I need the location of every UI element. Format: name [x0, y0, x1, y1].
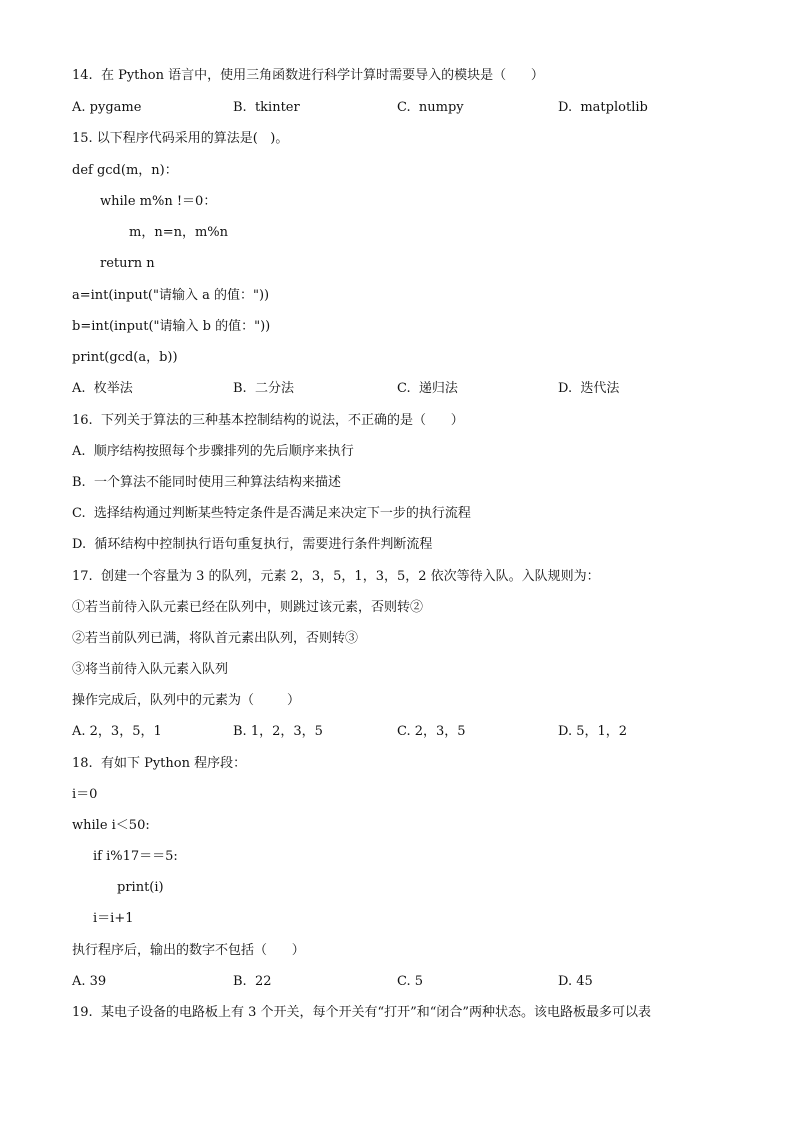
q17-rule-2: ②若当前队列已满，将队首元素出队列，否则转③	[72, 631, 359, 646]
q14-stem: 14. 在 Python 语言中，使用三角函数进行科学计算时需要导入的模块是（ ）	[72, 68, 544, 83]
q18-stem: 18. 有如下 Python 程序段：	[72, 756, 247, 771]
q15-code-line-3: m，n=n，m%n	[129, 225, 229, 240]
q15-code-line-4: return n	[100, 256, 155, 271]
q14-option-a: A. pygame	[72, 100, 142, 115]
q17-option-a: A. 2，3，5，1	[72, 724, 162, 739]
q14-option-d: D. matplotlib	[558, 100, 648, 115]
q15-code-line-6: b=int(input("请输入 b 的值："))	[72, 319, 271, 334]
q15-option-b: B. 二分法	[233, 381, 294, 396]
q17-stem: 17. 创建一个容量为 3 的队列，元素 2，3，5，1，3，5，2 依次等待入队。入队规则为：	[72, 569, 600, 584]
q17-question: 操作完成后，队列中的元素为（ ）	[72, 693, 301, 708]
q15-code-line-2: while m%n !＝0：	[100, 194, 217, 209]
q17-rule-3: ③将当前待入队元素入队列	[72, 662, 229, 677]
q16-option-a: A. 顺序结构按照每个步骤排列的先后顺序来执行	[72, 444, 354, 459]
q14-option-c: C. numpy	[397, 100, 464, 115]
q14-option-b: B. tkinter	[233, 100, 300, 115]
q18-question: 执行程序后，输出的数字不包括（ ）	[72, 943, 305, 958]
q17-option-d: D. 5，1，2	[558, 724, 628, 739]
q16-option-c: C. 选择结构通过判断某些特定条件是否满足来决定下一步的执行流程	[72, 506, 471, 521]
q17-rule-1: ①若当前待入队元素已经在队列中，则跳过该元素，否则转②	[72, 600, 424, 615]
q18-code-line-3: if i%17＝＝5:	[93, 849, 178, 864]
q18-code-line-2: while i＜50:	[72, 818, 150, 833]
q16-option-b: B. 一个算法不能同时使用三种算法结构来描述	[72, 475, 341, 490]
q19-stem: 19. 某电子设备的电路板上有 3 个开关，每个开关有“打开”和“闭合”两种状态。该电路板最多可以表	[72, 1005, 652, 1020]
q15-code-line-1: def gcd(m，n)：	[72, 163, 178, 178]
q15-code-line-7: print(gcd(a，b))	[72, 350, 178, 365]
q18-code-line-5: i＝i+1	[93, 911, 134, 926]
q15-stem: 15. 以下程序代码采用的算法是( )。	[72, 131, 289, 146]
q18-option-d: D. 45	[558, 974, 593, 989]
q16-option-d: D. 循环结构中控制执行语句重复执行，需要进行条件判断流程	[72, 537, 433, 552]
q15-option-c: C. 递归法	[397, 381, 458, 396]
q18-option-a: A. 39	[72, 974, 107, 989]
q18-code-line-4: print(i)	[117, 880, 164, 895]
q15-code-line-5: a=int(input("请输入 a 的值："))	[72, 288, 270, 303]
q15-option-d: D. 迭代法	[558, 381, 620, 396]
q17-option-c: C. 2，3，5	[397, 724, 466, 739]
q18-option-c: C. 5	[397, 974, 424, 989]
q18-option-b: B. 22	[233, 974, 272, 989]
q15-option-a: A. 枚举法	[72, 381, 133, 396]
q18-code-line-1: i＝0	[72, 787, 98, 802]
q17-option-b: B. 1，2，3，5	[233, 724, 323, 739]
q16-stem: 16. 下列关于算法的三种基本控制结构的说法，不正确的是（ ）	[72, 413, 464, 428]
